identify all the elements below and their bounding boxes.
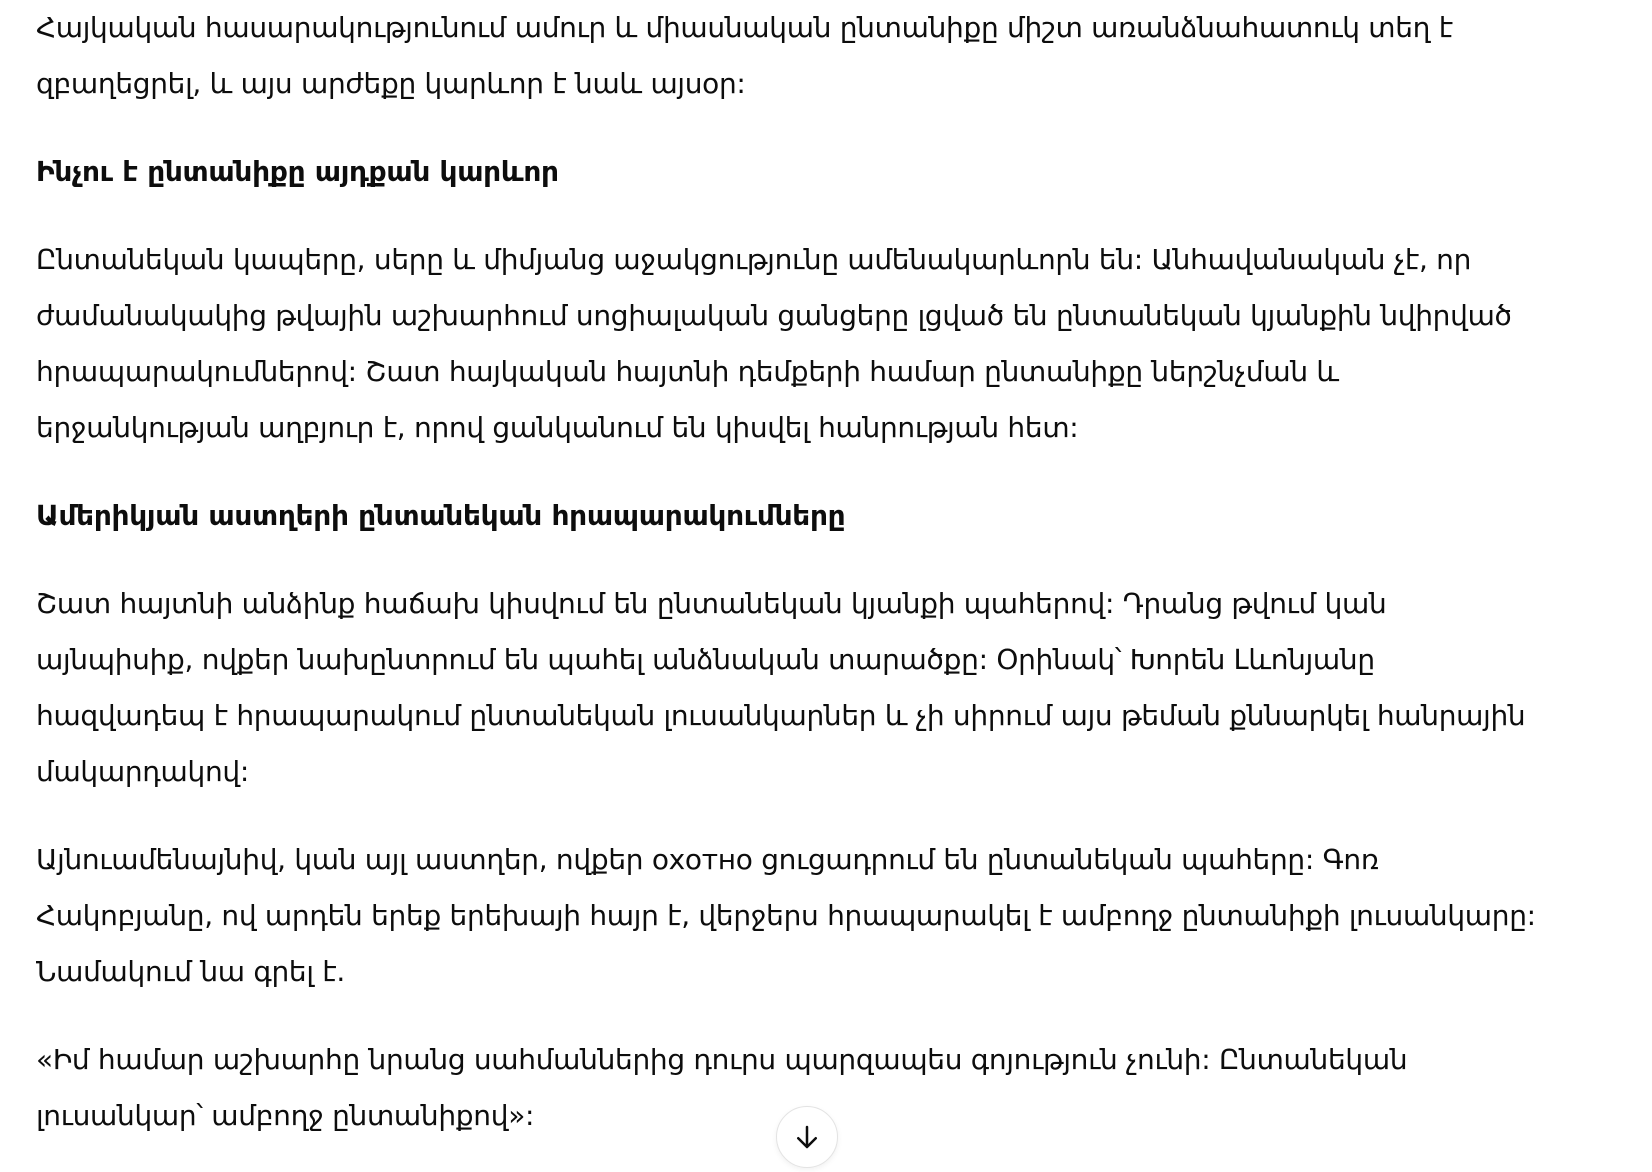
arrow-down-icon (792, 1122, 822, 1152)
quote-line: «Իմ համար աշխարհը նրանց սահմաններից դուրս պարզապես գոյություն չունի: Ընտանեկան (36, 1043, 1408, 1076)
paragraph-celebrities (36, 576, 1616, 800)
quote-line: լուսանկար՝ ամբողջ ընտանիքով»: (36, 1099, 535, 1132)
paragraph-line: Շատ հայտնի անձինք հաճախ կիսվում են ընտանեկան կյանքի պահերով: Դրանց թվում կան (36, 587, 1387, 620)
paragraph-line: Ընտանեկան կապերը, սերը և միմյանց աջակցությունը ամենակարևորն են: Անհավանական չէ, որ (36, 243, 1472, 276)
section-heading: Ամերիկյան աստղերի ընտանեկան հրապարակումները (36, 499, 846, 532)
intro-line: Հայկական հասարակությունում ամուր և միասնական ընտանիքը միշտ առանձնահատուկ տեղ է (36, 11, 1453, 44)
paragraph-line: ժամանակակից թվային աշխարհում սոցիալական ցանցերը լցված են ընտանեկան կյանքին նվիրված (36, 299, 1512, 332)
paragraph-line: երջանկության աղբյուր է, որով ցանկանում են կիսվել հանրության հետ: (36, 411, 1079, 444)
paragraph-line: հրապարակումներով: Շատ հայկական հայտնի դեմքերի համար ընտանիքը ներշնչման և (36, 355, 1339, 388)
paragraph-line: հազվադեպ է հրապարակում ընտանեկան լուսանկարներ և չի սիրում այս թեման քննարկել հանրային (36, 699, 1526, 732)
intro-line: զբաղեցրել, և այս արժեքը կարևոր է նաև այսօր: (36, 67, 746, 100)
paragraph-line: այնպիսիք, ովքեր նախընտրում են պահել անձնական տարածքը: Օրինակ՝ Խորեն Լևոնյանը (36, 643, 1375, 676)
section-heading: Ինչու է ընտանիքը այդքան կարևոր (36, 155, 559, 188)
paragraph-line: մակարդակով: (36, 755, 250, 788)
paragraph-line: Այնուամենայնիվ, կան այլ աստղեր, ովքեր охотно ցուցադրում են ընտանեկան պահերը: Գոռ (36, 843, 1379, 876)
article-body (36, 0, 1616, 1144)
intro-paragraph (36, 0, 1616, 112)
paragraph-line: Հակոբյանը, ով արդեն երեք երեխայի հայր է, վերջերս հրապարակել է ամբողջ ընտանիքի լուսանկարը: (36, 899, 1536, 932)
scroll-to-bottom-button[interactable] (776, 1106, 838, 1168)
paragraph-line: Նամակում նա գրել է. (36, 955, 345, 988)
paragraph-other-stars (36, 832, 1616, 1000)
paragraph-family-importance (36, 232, 1616, 456)
